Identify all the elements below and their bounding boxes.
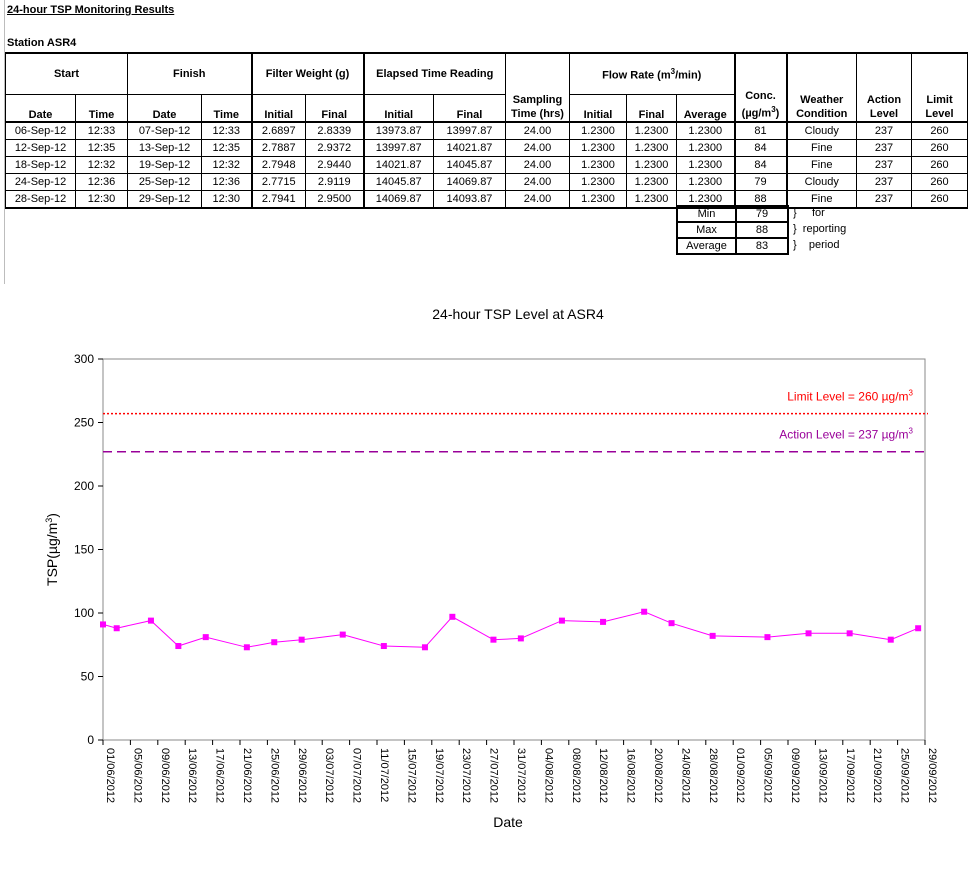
- cell-finish-time: 12:32: [202, 157, 252, 174]
- x-tick-label: 28/08/2012: [706, 748, 719, 804]
- data-point: [641, 609, 647, 615]
- x-tick-label: 17/06/2012: [213, 748, 226, 804]
- cell-weather: Cloudy: [787, 122, 857, 140]
- y-tick-label: 200: [73, 479, 94, 493]
- subheader-fw-final: Final: [306, 95, 364, 123]
- header-start: Start: [6, 53, 128, 95]
- x-tick-label: 21/09/2012: [871, 748, 884, 804]
- cell-conc: 81: [735, 122, 787, 140]
- cell-sampling: 24.00: [506, 157, 570, 174]
- cell-finish-time: 12:30: [202, 191, 252, 209]
- data-point: [114, 625, 120, 631]
- table-row: [6, 157, 968, 174]
- data-point: [518, 635, 524, 641]
- cell-finish-date: 25-Sep-12: [128, 174, 202, 191]
- data-point: [600, 619, 606, 625]
- plot-area: [103, 359, 925, 740]
- summary-value: 79: [736, 206, 788, 222]
- cell-fw-initial: 2.7941: [252, 191, 306, 209]
- cell-finish-time: 12:36: [202, 174, 252, 191]
- header-limit-level: Limit Level: [912, 53, 968, 122]
- summary-note: } reporting: [793, 223, 847, 235]
- cell-fr-initial: 1.2300: [570, 157, 627, 174]
- data-point: [340, 632, 346, 638]
- x-tick-label: 29/09/2012: [926, 748, 938, 804]
- cell-weather: Fine: [787, 191, 857, 209]
- cell-start-time: 12:30: [76, 191, 128, 209]
- cell-finish-date: 07-Sep-12: [128, 122, 202, 140]
- cell-fw-initial: 2.7948: [252, 157, 306, 174]
- data-point: [203, 634, 209, 640]
- header-filter-weight: Filter Weight (g): [252, 53, 364, 95]
- cell-et-final: 14045.87: [434, 157, 506, 174]
- cell-sampling: 24.00: [506, 191, 570, 209]
- subheader-fw-initial: Initial: [252, 95, 306, 123]
- table-row: [6, 191, 968, 209]
- cell-action: 237: [857, 157, 912, 174]
- x-tick-label: 27/07/2012: [487, 748, 500, 804]
- subheader-et-final: Final: [434, 95, 506, 123]
- summary-label: Average: [677, 238, 736, 254]
- x-tick-label: 25/09/2012: [898, 748, 911, 804]
- cell-fw-final: 2.9119: [306, 174, 364, 191]
- cell-et-final: 14069.87: [434, 174, 506, 191]
- data-point: [449, 614, 455, 620]
- cell-sampling: 24.00: [506, 140, 570, 157]
- x-tick-label: 01/09/2012: [734, 748, 747, 804]
- data-point: [847, 630, 853, 636]
- cell-et-initial: 14069.87: [364, 191, 434, 209]
- cell-fr-initial: 1.2300: [570, 191, 627, 209]
- table-row: [6, 174, 968, 191]
- header-sampling-time: Sampling Time (hrs): [506, 53, 570, 122]
- cell-fw-final: 2.9372: [306, 140, 364, 157]
- data-point: [148, 618, 154, 624]
- summary-value: 83: [736, 238, 788, 254]
- cell-et-initial: 14045.87: [364, 174, 434, 191]
- page-title: 24-hour TSP Monitoring Results: [7, 4, 175, 16]
- y-tick-label: 150: [73, 542, 94, 557]
- cell-fr-final: 1.2300: [627, 191, 677, 209]
- cell-fr-final: 1.2300: [627, 140, 677, 157]
- x-tick-label: 13/06/2012: [186, 748, 199, 804]
- x-tick-label: 20/08/2012: [652, 748, 664, 804]
- x-tick-label: 25/06/2012: [268, 748, 281, 804]
- y-tick-label: 50: [80, 669, 94, 684]
- x-tick-label: 09/06/2012: [158, 748, 171, 804]
- x-tick-label: 29/06/2012: [295, 748, 308, 804]
- cell-fr-avg: 1.2300: [677, 122, 735, 140]
- cell-finish-date: 19-Sep-12: [128, 157, 202, 174]
- y-tick-label: 300: [73, 352, 94, 366]
- cell-start-date: 18-Sep-12: [6, 157, 76, 174]
- data-point: [669, 620, 675, 626]
- cell-sampling: 24.00: [506, 122, 570, 140]
- x-tick-label: 03/07/2012: [323, 748, 336, 804]
- cell-finish-time: 12:33: [202, 122, 252, 140]
- cell-et-final: 13997.87: [434, 122, 506, 140]
- cell-conc: 79: [735, 174, 787, 191]
- cell-action: 237: [857, 122, 912, 140]
- header-elapsed-time: Elapsed Time Reading: [364, 53, 506, 95]
- cell-weather: Fine: [787, 140, 857, 157]
- y-axis-label: $TSP(\mu g/m^3)$: [44, 513, 60, 586]
- y-tick-label: 0: [87, 733, 94, 747]
- data-point: [175, 643, 181, 649]
- x-axis-label: Date: [493, 814, 523, 830]
- cell-fr-initial: 1.2300: [570, 140, 627, 157]
- station-title: Station ASR4: [7, 37, 77, 49]
- cell-fr-final: 1.2300: [627, 157, 677, 174]
- cell-fr-final: 1.2300: [627, 174, 677, 191]
- subheader-et-initial: Initial: [364, 95, 434, 123]
- cell-start-date: 06-Sep-12: [6, 122, 76, 140]
- x-tick-label: 04/08/2012: [542, 748, 555, 804]
- subheader-fr-final: Final: [627, 95, 677, 123]
- cell-start-date: 24-Sep-12: [6, 174, 76, 191]
- data-point: [490, 637, 496, 643]
- x-tick-label: 21/06/2012: [241, 748, 253, 804]
- cell-limit: 260: [912, 140, 968, 157]
- data-point: [559, 618, 565, 624]
- x-tick-label: 01/06/2012: [104, 748, 116, 804]
- cell-sampling: 24.00: [506, 174, 570, 191]
- y-tick-label: 100: [73, 606, 94, 620]
- x-tick-label: 11/07/2012: [378, 748, 390, 803]
- cell-limit: 260: [912, 157, 968, 174]
- subheader-start-time: Time: [76, 95, 128, 123]
- cell-finish-time: 12:35: [202, 140, 252, 157]
- data-point: [381, 643, 387, 649]
- cell-fw-initial: 2.7887: [252, 140, 306, 157]
- data-point: [888, 637, 894, 643]
- subheader-finish-time: Time: [202, 95, 252, 123]
- summary-row: [677, 222, 788, 238]
- cell-et-initial: 13997.87: [364, 140, 434, 157]
- cell-action: 237: [857, 174, 912, 191]
- x-tick-label: 19/07/2012: [432, 748, 445, 804]
- x-tick-label: 13/09/2012: [816, 748, 829, 804]
- data-point: [244, 644, 250, 650]
- cell-start-date: 28-Sep-12: [6, 191, 76, 209]
- data-point: [271, 639, 277, 645]
- cell-start-time: 12:32: [76, 157, 128, 174]
- data-point: [100, 621, 106, 627]
- cell-et-initial: 13973.87: [364, 122, 434, 140]
- cell-et-initial: 14021.87: [364, 157, 434, 174]
- summary-label: Max: [677, 222, 736, 238]
- header-action-level: Action Level: [857, 53, 912, 122]
- x-tick-label: 23/07/2012: [460, 748, 473, 804]
- limit-level-label: Limit Level = 260 $\mu g/m^3$: [787, 388, 913, 404]
- cell-fw-initial: 2.7715: [252, 174, 306, 191]
- cell-start-date: 12-Sep-12: [6, 140, 76, 157]
- data-point: [710, 633, 716, 639]
- x-tick-label: 17/09/2012: [843, 748, 856, 804]
- action-level-label: Action Level = 237 $\mu g/m^3$: [779, 426, 913, 442]
- cell-fw-initial: 2.6897: [252, 122, 306, 140]
- cell-start-time: 12:35: [76, 140, 128, 157]
- x-tick-label: 05/09/2012: [761, 748, 774, 804]
- cell-action: 237: [857, 191, 912, 209]
- header-flow-rate: Flow Rate $(m^3/\min)$: [570, 53, 735, 95]
- cell-et-final: 14093.87: [434, 191, 506, 209]
- x-tick-label: 05/06/2012: [131, 748, 144, 804]
- data-point: [299, 637, 305, 643]
- subheader-finish-date: Date: [128, 95, 202, 123]
- summary-table: [676, 205, 789, 255]
- subheader-start-date: Date: [6, 95, 76, 123]
- header-conc: Conc. $(\mu g/m^3)$: [735, 53, 787, 122]
- cell-conc: 84: [735, 140, 787, 157]
- cell-start-time: 12:33: [76, 122, 128, 140]
- results-table: [5, 52, 968, 209]
- chart-title: 24-hour TSP Level at ASR4: [432, 306, 604, 322]
- summary-label: Min: [677, 206, 736, 222]
- cell-et-final: 14021.87: [434, 140, 506, 157]
- cell-weather: Cloudy: [787, 174, 857, 191]
- table-row: [6, 140, 968, 157]
- summary-note: } for: [793, 207, 825, 219]
- data-point: [422, 644, 428, 650]
- cell-limit: 260: [912, 174, 968, 191]
- data-point: [806, 630, 812, 636]
- cell-fw-final: 2.9500: [306, 191, 364, 209]
- x-tick-label: 07/07/2012: [350, 748, 363, 804]
- x-tick-label: 16/08/2012: [624, 748, 637, 804]
- x-tick-label: 31/07/2012: [515, 748, 527, 804]
- subheader-fr-average: Average: [677, 95, 735, 123]
- cell-limit: 260: [912, 191, 968, 209]
- cell-start-time: 12:36: [76, 174, 128, 191]
- cell-fr-avg: 1.2300: [677, 157, 735, 174]
- tsp-line-chart: [0, 296, 975, 856]
- data-point: [915, 625, 921, 631]
- cell-fr-avg: 1.2300: [677, 191, 735, 209]
- cell-fw-final: 2.8339: [306, 122, 364, 140]
- cell-weather: Fine: [787, 157, 857, 174]
- cell-finish-date: 29-Sep-12: [128, 191, 202, 209]
- summary-row: [677, 238, 788, 254]
- tsp-series-line: [103, 612, 918, 648]
- table-row: [6, 122, 968, 140]
- cell-fr-avg: 1.2300: [677, 174, 735, 191]
- subheader-fr-initial: Initial: [570, 95, 627, 123]
- cell-fw-final: 2.9440: [306, 157, 364, 174]
- header-finish: Finish: [128, 53, 252, 95]
- y-tick-label: 250: [73, 415, 94, 430]
- cell-action: 237: [857, 140, 912, 157]
- x-tick-label: 24/08/2012: [679, 748, 692, 804]
- x-tick-label: 12/08/2012: [597, 748, 610, 804]
- cell-fr-final: 1.2300: [627, 122, 677, 140]
- cell-conc: 88: [735, 191, 787, 209]
- cell-finish-date: 13-Sep-12: [128, 140, 202, 157]
- cell-fr-initial: 1.2300: [570, 122, 627, 140]
- summary-note: } period: [793, 239, 840, 251]
- data-point: [764, 634, 770, 640]
- header-weather: Weather Condition: [787, 53, 857, 122]
- cell-fr-avg: 1.2300: [677, 140, 735, 157]
- cell-conc: 84: [735, 157, 787, 174]
- summary-row: [677, 206, 788, 222]
- cell-limit: 260: [912, 122, 968, 140]
- summary-value: 88: [736, 222, 788, 238]
- x-tick-label: 08/08/2012: [569, 748, 582, 804]
- cell-fr-initial: 1.2300: [570, 174, 627, 191]
- x-tick-label: 15/07/2012: [405, 748, 418, 804]
- x-tick-label: 09/09/2012: [789, 748, 801, 804]
